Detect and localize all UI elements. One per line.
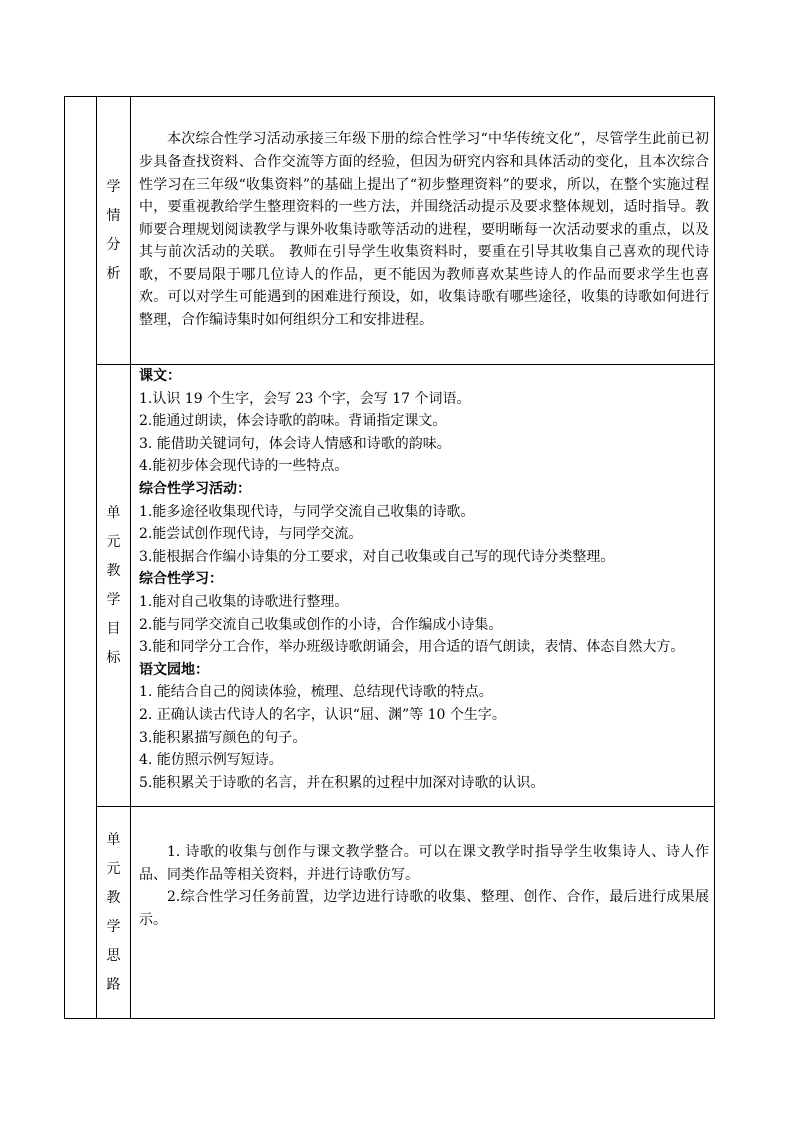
heading-char: 思 [106,947,121,964]
idea-paragraph: 1. 诗歌的收集与创作与课文教学整合。可以在课文教学时指导学生收集诗人、诗人作品、同类作品等相关资料，并进行诗歌仿写。 [139,844,709,883]
analysis-row [65,97,715,365]
goal-item: 2. 正确认读古代诗人的名字，认识“屈、渊”等 10 个生字。 [139,706,506,723]
lesson-plan-table [64,96,715,1019]
goal-item: 2.能与同学交流自己收集或创作的小诗，合作编成小诗集。 [139,616,503,633]
heading-char: 教 [106,562,121,579]
goal-item: 1.能对自己收集的诗歌进行整理。 [139,593,349,610]
goal-group-title: 语文园地： [139,661,209,678]
goal-item: 2.能尝试创作现代诗，与同学交流。 [139,526,363,543]
heading-char: 学 [106,178,121,195]
goal-item: 5.能积累关于诗歌的名言，并在积累的过程中加深对诗歌的认识。 [139,774,545,791]
goal-item: 3.能积累描写颜色的句子。 [139,729,307,746]
goal-group-title: 课文： [139,368,181,384]
idea-paragraph: 2.综合性学习任务前置，边学边进行诗歌的收集、整理、创作、合作，最后进行成果展示。 [139,889,709,928]
goal-item: 4. 能仿照示例写短诗。 [139,752,283,769]
heading-char: 元 [106,860,121,877]
analysis-content [131,97,715,365]
goal-item: 1.能多途径收集现代诗，与同学交流自己收集的诗歌。 [139,503,475,520]
goal-group-title: 综合性学习活动： [139,480,251,497]
goal-item: 4.能初步体会现代诗的一些特点。 [139,458,349,475]
goal-item: 3.能和同学分工合作，举办班级诗歌朗诵会，用合适的语气朗读，表情、体态自然大方。 [139,639,685,656]
goals-heading [97,365,131,807]
heading-char: 单 [106,504,121,521]
heading-char: 情 [106,207,121,224]
goals-row [65,365,715,807]
heading-char: 教 [106,889,121,906]
heading-char: 单 [106,831,121,848]
analysis-heading [97,97,131,365]
ideas-row [65,807,715,1019]
heading-char: 析 [106,265,121,282]
goals-content [131,365,715,807]
ideas-content [131,807,715,1019]
goal-group-title: 综合性学习： [139,571,223,588]
heading-char: 学 [106,918,121,935]
goal-item: 3. 能借助关键词句，体会诗人情感和诗歌的韵味。 [139,435,451,452]
goal-item: 1. 能结合自己的阅读体验，梳理、总结现代诗歌的特点。 [139,684,493,701]
analysis-text: 本次综合性学习活动承接三年级下册的综合性学习“中华传统文化”，尽管学生此前已初步具备查找资料、合作交流等方面的经验，但因为研究内容和具体活动的变化，且本次综合性学习在三年级“收集资料”的基础上提出了“初步整理资料”的要求，所以，在整个实施过程中，要重视教给学生整理资料的一些方法，并围绕活动提示及要求整体规划，适时指导。教师要合理规划阅读教学与课外收集诗歌等活动的进程，要明晰每一次活动要求的重点，以及其与前次活动的关联。 教师在引导学生收集资料时，要重在引导其收集自己喜欢的现代诗歌，不要局限于哪几位诗人的作品，更不能因为教师喜欢某些诗人的作品而要求学生也喜欢。可以对学生可能遇到的困难进行预设，如，收集诗歌有哪些途径，收集的诗歌如何进行整理，合作编诗集时如何组织分工和安排进程。 [139,131,709,329]
goal-item: 2.能通过朗读，体会诗歌的韵味。背诵指定课文。 [139,413,447,430]
goal-item: 1.认识 19 个生字，会写 23 个字，会写 17 个词语。 [139,390,471,407]
heading-char: 元 [106,533,121,550]
left-blank-column [65,97,97,1019]
heading-char: 分 [106,236,121,253]
heading-char: 标 [106,649,121,666]
ideas-heading [97,807,131,1019]
heading-char: 目 [106,620,121,637]
heading-char: 路 [106,976,121,993]
heading-char: 学 [106,591,121,608]
goal-item: 3.能根据合作编小诗集的分工要求，对自己收集或自己写的现代诗分类整理。 [139,548,615,565]
